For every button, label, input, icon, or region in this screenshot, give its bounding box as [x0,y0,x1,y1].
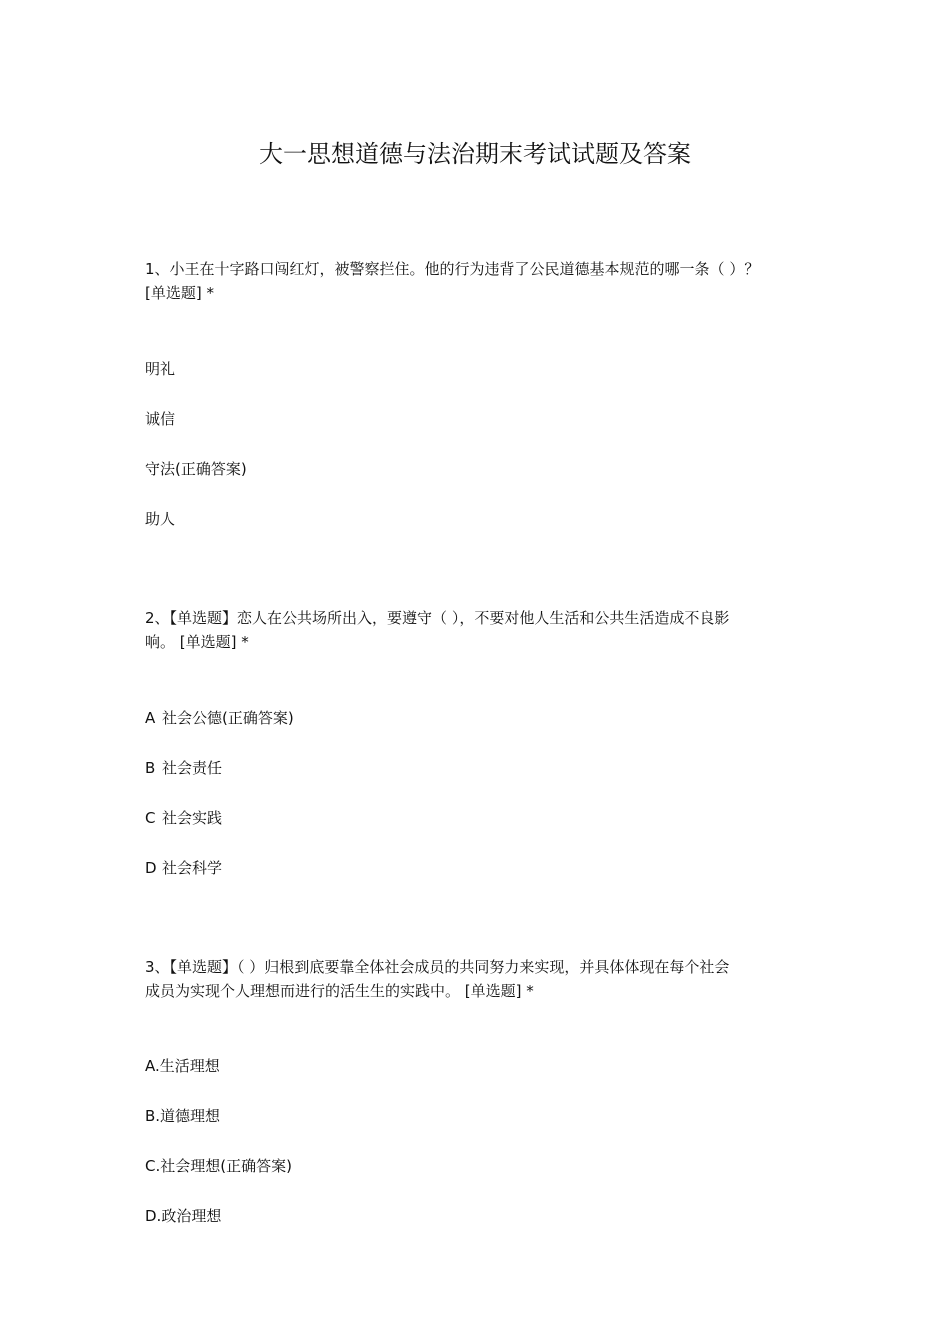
option-text: 社会实践 [162,809,223,827]
option-letter: C [145,809,156,827]
option-text: 助人 [145,510,176,528]
question-1-option-3[interactable] [145,457,247,481]
question-2-text [145,606,810,654]
question-1-text [145,257,810,305]
question-2-option-c[interactable] [145,806,222,830]
option-text: B.道德理想 [145,1107,221,1125]
question-3-text [145,955,810,1003]
option-letter: B [145,759,156,777]
option-text: 诚信 [145,410,176,428]
question-line: 3、【单选题】（ ）归根到底要靠全体社会成员的共同努力来实现，并具体体现在每个社会 [145,958,730,976]
question-1-option-1[interactable] [145,357,175,381]
option-text: D.政治理想 [145,1207,222,1225]
question-line: [单选题] * [145,284,214,302]
option-text: 守法(正确答案) [145,460,247,478]
option-text: 明礼 [145,360,176,378]
option-text: 社会责任 [162,759,223,777]
option-text: 社会科学 [162,859,223,877]
question-3-option-b[interactable] [145,1104,220,1128]
page-title: 大一思想道德与法治期末考试试题及答案 [259,140,691,168]
option-letter: D [145,859,157,877]
option-letter: A [145,709,156,727]
question-2-option-b[interactable] [145,756,222,780]
option-text: 社会公德(正确答案) [162,709,294,727]
question-line: 1、小王在十字路口闯红灯，被警察拦住。他的行为违背了公民道德基本规范的哪一条（ ）？ [145,260,760,278]
question-3-option-d[interactable] [145,1204,221,1228]
question-2-option-d[interactable] [145,856,222,880]
option-text: A.生活理想 [145,1057,220,1075]
question-1-option-2[interactable] [145,407,175,431]
question-line: 成员为实现个人理想而进行的活生生的实践中。 [单选题] * [145,982,534,1000]
question-line: 响。 [单选题] * [145,633,249,651]
question-line: 2、【单选题】恋人在公共场所出入，要遵守（ ），不要对他人生活和公共生活造成不良影 [145,609,730,627]
question-2-option-a[interactable] [145,706,294,730]
question-3-option-a[interactable] [145,1054,220,1078]
question-3-option-c[interactable] [145,1154,292,1178]
question-1-option-4[interactable] [145,507,175,531]
option-text: C.社会理想(正确答案) [145,1157,292,1175]
